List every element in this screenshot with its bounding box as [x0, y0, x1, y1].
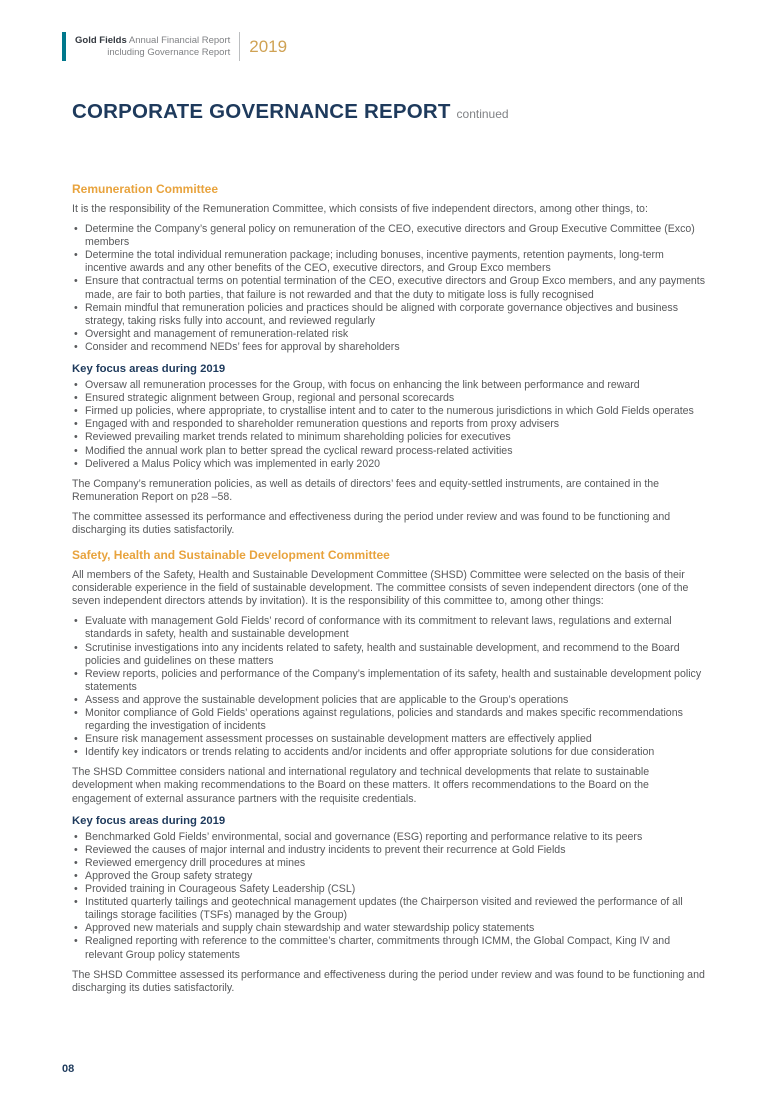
- paragraph: The SHSD Committee assessed its performance and effectiveness during the period under review and was found to be functioning and discharging its duties satisfactorily.: [72, 968, 705, 994]
- bullet-item: • Engaged with and responded to shareholder remuneration questions and reports from proxy advisers: [72, 418, 708, 431]
- bullet-item: • Reviewed emergency drill procedures at mines: [72, 857, 708, 870]
- bullet-item: • Reviewed prevailing market trends related to minimum shareholding policies for executives: [72, 431, 708, 444]
- paragraph: The Company’s remuneration policies, as well as details of directors’ fees and equity-settled instruments, are contained in the Remuneration Report on p28 –58.: [72, 477, 660, 503]
- bullet-item: • Oversight and management of remuneration-related risk: [72, 328, 708, 341]
- section-heading-navy: Key focus areas during 2019: [72, 363, 226, 376]
- paragraph: All members of the Safety, Health and Sustainable Development Committee (SHSD) Committee were selected on the basis of their considerable experience in the field of sustainable development. The committee consists of seven independent directors (one of the seven independent directors attends by invitation). It is the responsibility of this committee to, among other things:: [72, 569, 689, 608]
- masthead-divider: [239, 32, 240, 61]
- bullet-item: • Approved new materials and supply chain stewardship and water stewardship policy statements: [72, 922, 708, 935]
- bullet-item: • Modified the annual work plan to better spread the cyclical reward process-related activities: [72, 445, 708, 458]
- masthead-text: [75, 35, 230, 58]
- masthead-line2: including Governance Report: [107, 46, 231, 58]
- bullet-item: • Review reports, policies and performance of the Company’s implementation of its safety, health and sustainable development policy statements: [72, 668, 708, 694]
- bullet-item: • Ensured strategic alignment between Group, regional and personal scorecards: [72, 392, 708, 405]
- bullet-item: • Reviewed the causes of major internal and industry incidents to prevent their recurrence at Gold Fields: [72, 844, 708, 857]
- bullet-item: • Instituted quarterly tailings and geotechnical management updates (the Chairperson visited and reviewed the performance of all tailings storage facilities (TSFs) managed by the Group): [72, 896, 708, 922]
- page-title-text: CORPORATE GOVERNANCE REPORT: [72, 100, 451, 123]
- bullet-item: • Identify key indicators or trends relating to accidents and/or incidents and offer appropriate solutions for due consideration: [72, 746, 708, 759]
- report-body: [72, 182, 708, 1002]
- paragraph: The SHSD Committee considers national and international regulatory and technical developments that relate to sustainable development when making recommendations to the Board on these matters. It offers recommendations to the Board on the engagement of external assurance partners with the requisite credentials.: [72, 766, 650, 805]
- paragraph: The committee assessed its performance and effectiveness during the period under review and was found to be functioning and discharging its duties satisfactorily.: [72, 510, 671, 536]
- report-type-text: Annual Financial Report: [128, 35, 231, 46]
- bullet-item: • Ensure risk management assessment processes on sustainable development matters are effectively applied: [72, 733, 708, 746]
- bullet-item: • Realigned reporting with reference to the committee’s charter, commitments through ICMM, the Global Compact, King IV and relevant Group policy statements: [72, 935, 708, 961]
- bullet-item: • Approved the Group safety strategy: [72, 870, 708, 883]
- masthead-line1: [75, 35, 230, 47]
- bullet-item: • Evaluate with management Gold Fields’ record of conformance with its commitment to relevant laws, regulations and external standards in safety, health and sustainable development: [72, 615, 708, 641]
- bullet-item: • Benchmarked Gold Fields’ environmental, social and governance (ESG) reporting and performance relative to its peers: [72, 831, 708, 844]
- bullet-item: • Scrutinise investigations into any incidents related to safety, health and sustainable development, and recommend to the Board policies and guidelines on these matters: [72, 642, 708, 668]
- bullet-item: • Firmed up policies, where appropriate, to crystallise intent and to cater to the numerous jurisdictions in which Gold Fields operates: [72, 405, 708, 418]
- bullet-item: • Monitor compliance of Gold Fields’ operations against regulations, policies and standards and makes specific recommendations regarding the investigation of incidents: [72, 707, 708, 733]
- bullet-list: [72, 615, 708, 759]
- page-number: 08: [62, 1063, 75, 1075]
- masthead: [62, 32, 287, 61]
- bullet-item: • Assess and approve the sustainable development policies that are applicable to the Group’s operations: [72, 694, 708, 707]
- bullet-item: • Ensure that contractual terms on potential termination of the CEO, executive directors and Group Exco members, and any payments made, are fair to both parties, that failure is not rewarded and that the duty to mitigate loss is fully recognised: [72, 275, 708, 301]
- brand-name: Gold Fields: [75, 35, 127, 46]
- bullet-item: • Provided training in Courageous Safety Leadership (CSL): [72, 883, 708, 896]
- report-year: 2019: [249, 37, 288, 56]
- bullet-list: [72, 223, 708, 354]
- bullet-item: • Consider and recommend NEDs’ fees for approval by shareholders: [72, 341, 708, 354]
- section-heading-navy: Key focus areas during 2019: [72, 814, 226, 827]
- section-heading-gold: Safety, Health and Sustainable Development Committee: [72, 548, 390, 563]
- bullet-item: • Determine the total individual remuneration package; including bonuses, incentive payments, retention payments, long-term incentive awards and any other benefits of the CEO, executive directors, and Group Exco members: [72, 249, 708, 275]
- bullet-list: [72, 379, 708, 471]
- bullet-item: • Determine the Company’s general policy on remuneration of the CEO, executive directors and Group Executive Committee (Exco) members: [72, 223, 708, 249]
- bullet-list: [72, 831, 708, 962]
- bullet-item: • Remain mindful that remuneration policies and practices should be aligned with corporate governance objectives and business strategy, taking risks fully into account, and reviewed regularly: [72, 302, 708, 328]
- brand-bar: [62, 32, 66, 61]
- bullet-item: • Delivered a Malus Policy which was implemented in early 2020: [72, 458, 708, 471]
- page-title-continued: continued: [456, 107, 509, 121]
- paragraph: It is the responsibility of the Remuneration Committee, which consists of five independent directors, among other things, to:: [72, 203, 648, 215]
- section-heading-gold: Remuneration Committee: [72, 182, 219, 196]
- bullet-item: • Oversaw all remuneration processes for the Group, with focus on enhancing the link between performance and reward: [72, 379, 708, 392]
- page-title: [72, 100, 509, 126]
